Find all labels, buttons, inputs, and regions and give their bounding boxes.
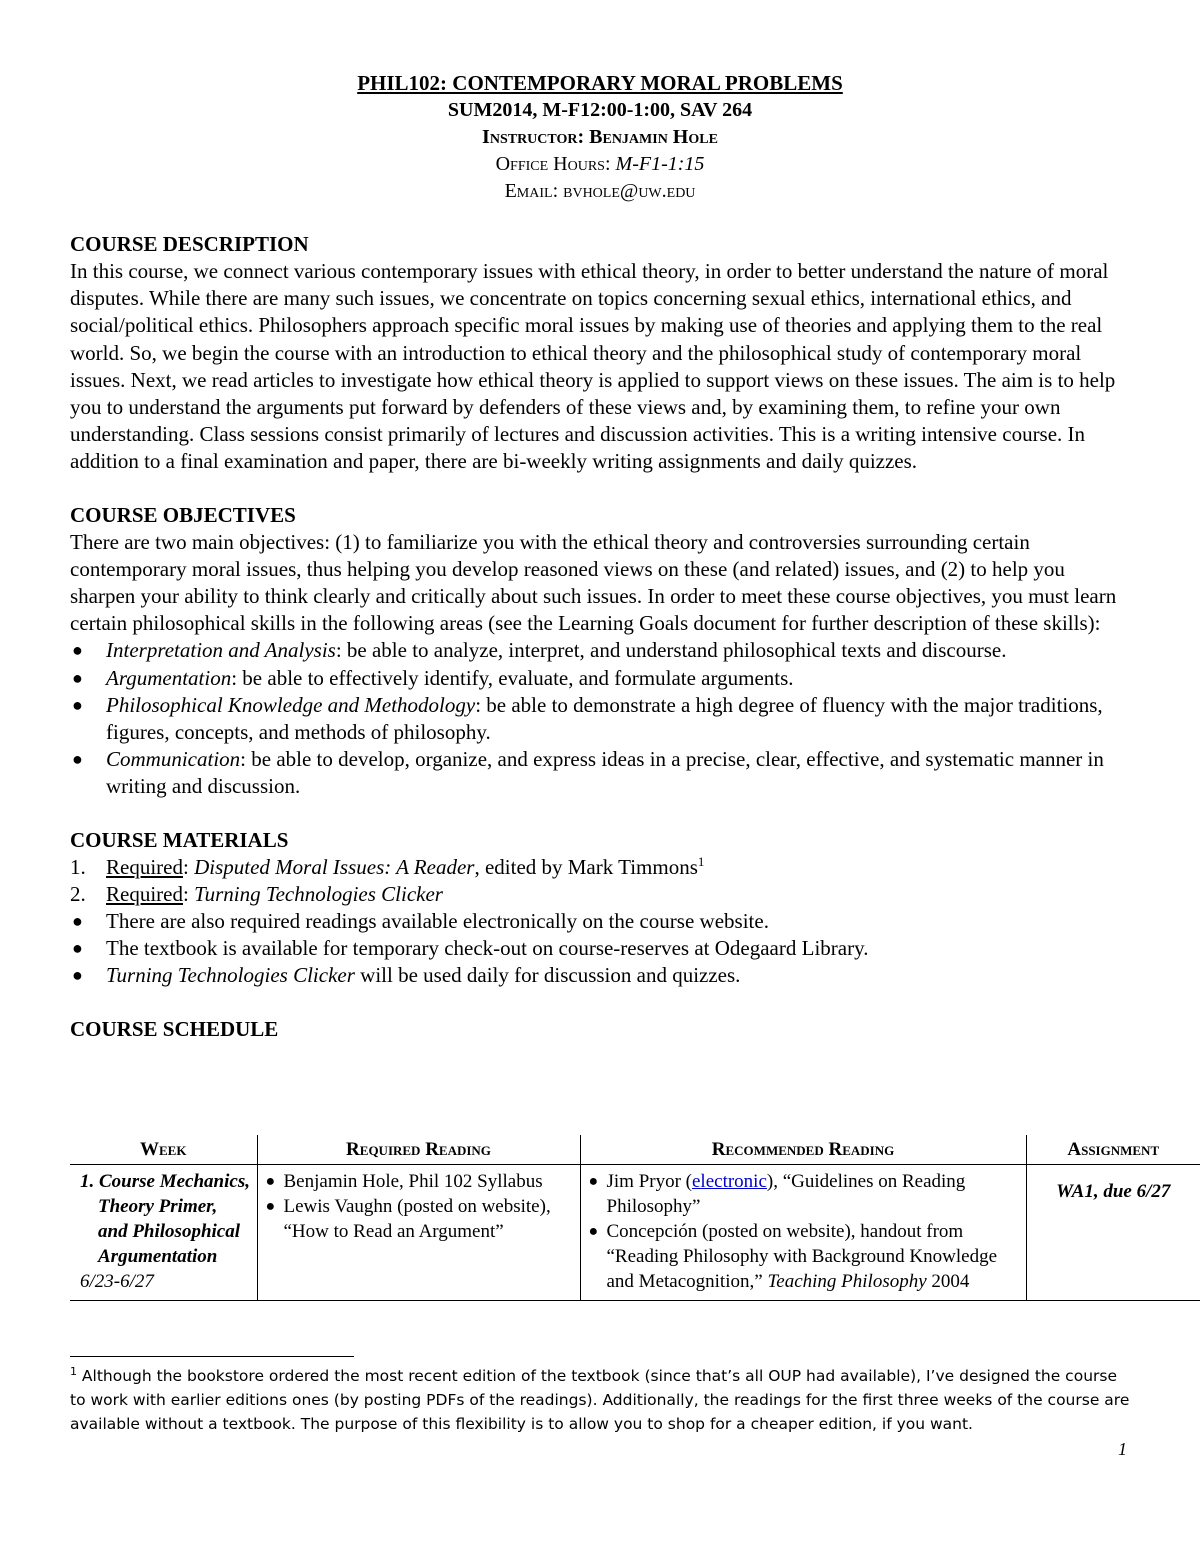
material-note	[70, 908, 1130, 935]
reading-journal: Teaching Philosophy	[767, 1271, 927, 1292]
material-sep: :	[182, 854, 195, 879]
required-reading-list	[264, 1169, 574, 1244]
reading-item	[264, 1194, 574, 1244]
office-hours-label: Office Hours:	[495, 153, 616, 175]
schedule-header-row	[70, 1135, 1200, 1165]
objective-term: Communication	[106, 747, 241, 772]
bullet-icon: ●	[72, 694, 83, 715]
footnote-ref[interactable]: 1	[697, 853, 705, 869]
footnote-mark: 1	[70, 1364, 77, 1378]
reading-tail: 2004	[926, 1271, 970, 1292]
objective-text: : be able to demonstrate a high degree of fluency with the major traditions, figures, concepts, and methods of philosophy.	[106, 692, 1103, 745]
objective-item	[70, 665, 1130, 692]
col-header-required: Required Reading	[257, 1135, 580, 1165]
material-title: Turning Technologies Clicker	[194, 881, 443, 906]
recommended-reading-cell	[580, 1165, 1026, 1301]
objective-text: : be able to effectively identify, evaluate, and formulate arguments.	[231, 665, 794, 690]
syllabus-page	[70, 70, 1130, 1043]
objective-text: : be able to develop, organize, and express ideas in a precise, clear, effective, and systematic manner in writing and discussion.	[106, 747, 1104, 799]
objective-item	[70, 637, 1130, 664]
material-note-text: The textbook is available for temporary check-out on course-reserves at Odegaard Library.	[106, 936, 869, 961]
reading-item	[264, 1169, 574, 1194]
reading-text: Benjamin Hole, Phil 102 Syllabus	[283, 1171, 543, 1192]
office-hours-line	[70, 151, 1130, 178]
material-sep: :	[182, 881, 195, 906]
material-note-italic: Turning Technologies Clicker	[106, 963, 355, 988]
required-reading-cell	[257, 1165, 580, 1301]
week-title: 1. Course Mechanics, Theory Primer, and Philosophical Argumentation	[80, 1171, 250, 1267]
course-objectives-heading: COURSE OBJECTIVES	[70, 502, 296, 527]
bullet-icon: ●	[72, 667, 83, 688]
reading-pre: Concepción (posted on website), handout from “Reading Philosophy with Background Knowledge and Metacognition,”	[606, 1221, 998, 1292]
course-description-text: In this course, we connect various contemporary issues with ethical theory, in order to better understand the nature of moral disputes. While there are many such issues, we concentrate on topics concerning sexual ethics, international ethics, and social/political ethics. Philosophers approach specific moral issues by making use of theories and applying them to the real world. So, we begin the course with an introduction to ethical theory and the philosophical study of contemporary moral issues. Next, we read articles to investigate how ethical theory is applied to support views on these issues. The aim is to help you to understand the arguments put forward by defenders of these views and, by examining them, to refine your own understanding. Class sessions consist primarily of lectures and discussion activities. This is a writing intensive course. In addition to a final examination and paper, there are bi-weekly writing assignments and daily quizzes.	[70, 259, 1116, 474]
objective-item	[70, 692, 1130, 746]
course-title: PHIL102: CONTEMPORARY MORAL PROBLEMS	[357, 71, 843, 95]
objective-term: Interpretation and Analysis	[106, 638, 336, 663]
course-materials-section	[70, 827, 1130, 990]
col-header-recommended: Recommended Reading	[580, 1135, 1026, 1165]
objective-term: Philosophical Knowledge and Methodology	[106, 692, 476, 717]
material-item	[70, 881, 1130, 908]
material-title: Disputed Moral Issues: A Reader	[194, 854, 475, 879]
assignment-cell	[1026, 1165, 1200, 1301]
material-number: 2.	[70, 881, 86, 906]
required-materials-list	[70, 854, 1130, 908]
material-number: 1.	[70, 854, 86, 879]
bullet-icon: ●	[265, 1198, 276, 1215]
email-line: Email: bvhole@uw.edu	[504, 180, 696, 202]
bullet-icon: ●	[588, 1173, 599, 1190]
objective-term: Argumentation	[106, 665, 232, 690]
reading-text: Lewis Vaughn (posted on website), “How to Read an Argument”	[283, 1196, 551, 1242]
material-label: Required	[106, 881, 183, 906]
page-number: 1	[1118, 1439, 1127, 1459]
reading-item	[587, 1219, 1020, 1294]
footnote	[70, 1364, 1130, 1436]
objective-text: : be able to analyze, interpret, and understand philosophical texts and discourse.	[335, 638, 1007, 663]
materials-notes-list	[70, 908, 1130, 990]
footnote-divider	[70, 1356, 354, 1357]
course-description-heading: COURSE DESCRIPTION	[70, 232, 309, 256]
bullet-icon: ●	[72, 749, 83, 770]
assignment-text: WA1, due 6/27	[1056, 1181, 1171, 1202]
week-cell	[70, 1165, 257, 1301]
course-session: SUM2014, M-F12:00-1:00, SAV 264	[447, 99, 753, 121]
objective-item	[70, 746, 1130, 800]
office-hours-value: M-F1-1:15	[615, 153, 705, 175]
reading-pre: Jim Pryor (	[606, 1171, 692, 1192]
course-schedule-section	[70, 1016, 1130, 1043]
material-note-text: will be used daily for discussion and quizzes.	[354, 963, 741, 988]
material-item	[70, 854, 1130, 881]
instructor-line: Instructor: Benjamin Hole	[482, 126, 718, 148]
col-header-week: Week	[70, 1135, 257, 1165]
week-dates: 6/23-6/27	[80, 1271, 154, 1292]
bullet-icon: ●	[72, 965, 83, 986]
material-note	[70, 962, 1130, 989]
course-objectives-intro: There are two main objectives: (1) to familiarize you with the ethical theory and controversies surrounding certain contemporary moral issues, thus helping you develop reasoned views on these (and related) issues, and (2) to help you sharpen your ability to think clearly and critically about such issues. In order to meet these course objectives, you must learn certain philosophical skills in the following areas (see the Learning Goals document for further description of these skills):	[70, 529, 1117, 636]
bullet-icon: ●	[72, 911, 83, 932]
material-rest: , edited by Mark Timmons	[474, 854, 698, 879]
reading-post: ), “Guidelines on Reading Philosophy”	[606, 1171, 966, 1217]
col-header-assignment: Assignment	[1026, 1135, 1200, 1165]
bullet-icon: ●	[72, 938, 83, 959]
material-note-text: There are also required readings available electronically on the course website.	[106, 909, 769, 934]
reading-item	[587, 1169, 1020, 1219]
schedule-table	[70, 1135, 1200, 1301]
bullet-icon: ●	[72, 640, 83, 661]
material-label: Required	[106, 854, 183, 879]
table-row	[70, 1165, 1200, 1301]
course-schedule-heading: COURSE SCHEDULE	[70, 1016, 279, 1041]
course-objectives-section	[70, 502, 1130, 801]
syllabus-header	[70, 70, 1130, 205]
course-description-section	[70, 231, 1130, 476]
electronic-link[interactable]: electronic	[692, 1171, 767, 1192]
material-note	[70, 935, 1130, 962]
bullet-icon: ●	[588, 1223, 599, 1240]
course-materials-heading: COURSE MATERIALS	[70, 827, 289, 852]
bullet-icon: ●	[265, 1173, 276, 1190]
recommended-reading-list	[587, 1169, 1020, 1294]
objectives-list	[70, 637, 1130, 800]
footnote-text: Although the bookstore ordered the most recent edition of the textbook (since that’s all OUP had available), I’ve designed the course to work with earlier editions ones (by posting PDFs of the readings). Additionally, the readings for the first three weeks of the course are available without a textbook. The purpose of this flexibility is to allow you to shop for a cheaper edition, if you want.	[70, 1367, 1130, 1433]
